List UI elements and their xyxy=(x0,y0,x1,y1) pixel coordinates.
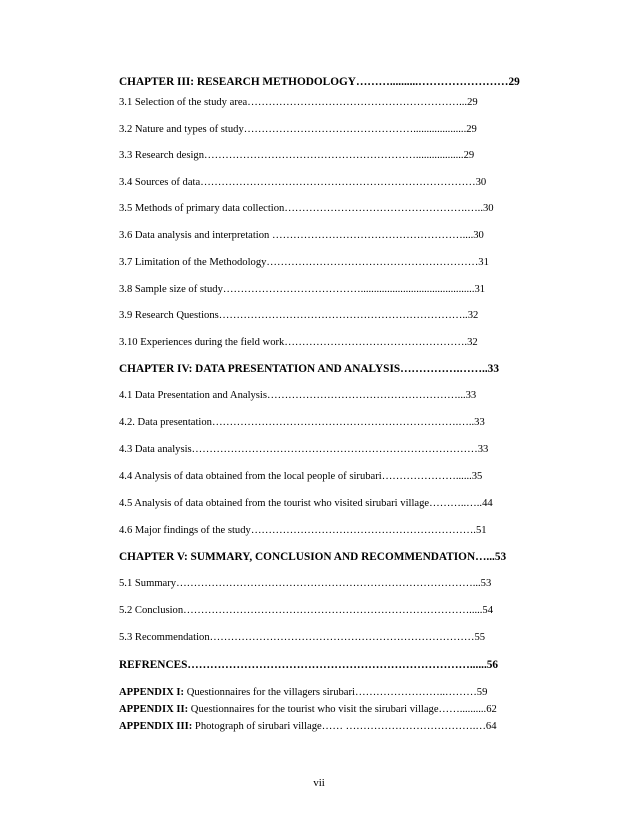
toc-entry-4-4: 4.4 Analysis of data obtained from the local people of sirubari…………………......35 xyxy=(119,471,483,482)
toc-entry-3-7: 3.7 Limitation of the Methodology……………………………………………………31 xyxy=(119,257,489,268)
appendix-3-text: Photograph of sirubari village…… ……………………………….…64 xyxy=(192,721,497,732)
toc-entry-4-6: 4.6 Major findings of the study……………………………………………………….51 xyxy=(119,525,487,536)
appendix-2-label: APPENDIX II: xyxy=(119,704,189,715)
toc-entry-5-3: 5.3 Recommendation…………………………………………………………………55 xyxy=(119,632,486,643)
toc-entry-3-1: 3.1 Selection of the study area……………………………………………………...29 xyxy=(119,97,478,108)
page-number: vii xyxy=(313,777,325,789)
toc-entry-3-2: 3.2 Nature and types of study…………………………………………....................29 xyxy=(119,124,477,135)
toc-entry-4-5: 4.5 Analysis of data obtained from the tourist who visited sirubari village………..…..44 xyxy=(119,498,493,509)
appendix-3-label: APPENDIX III: xyxy=(119,721,193,732)
toc-entry-3-9: 3.9 Research Questions……………………………………………………………..32 xyxy=(119,310,479,321)
toc-entry-4-1: 4.1 Data Presentation and Analysis………………………………………………...33 xyxy=(119,390,477,401)
toc-chapter-3: CHAPTER III: RESEARCH METHODOLOGY………..........……………………29 xyxy=(119,76,520,88)
toc-entry-5-1: 5.1 Summary…………………………………………………………………………...53 xyxy=(119,578,492,589)
toc-entry-3-3: 3.3 Research design……………………………………………………..................29 xyxy=(119,150,475,161)
toc-entry-4-3: 4.3 Data analysis………………………………………………………………………33 xyxy=(119,444,489,455)
toc-appendix-2 xyxy=(119,703,571,716)
toc-appendix-3 xyxy=(119,720,571,733)
appendix-1-text: Questionnaires for the villagers sirubari……………………..………59 xyxy=(184,687,488,698)
toc-entry-3-6: 3.6 Data analysis and interpretation ………………………………………………....30 xyxy=(119,230,484,241)
appendix-2-text: Questionnaires for the tourist who visit the sirubari village……..........62 xyxy=(188,704,497,715)
toc-entry-3-5: 3.5 Methods of primary data collection…………………………………………….…..30 xyxy=(119,203,494,214)
toc-entry-5-2: 5.2 Conclusion……………………………………………………………………….....54 xyxy=(119,605,494,616)
toc-entry-4-2: 4.2. Data presentation…………………………………………………………….…..33 xyxy=(119,417,485,428)
toc-entry-3-10: 3.10 Experiences during the field work…………………………………………….32 xyxy=(119,337,478,348)
appendix-1-label: APPENDIX I: xyxy=(119,687,185,698)
toc-chapter-4: CHAPTER IV: DATA PRESENTATION AND ANALYSIS…………….……..33 xyxy=(119,363,499,375)
toc-entry-3-8: 3.8 Sample size of study…………………………………...........................................31 xyxy=(119,284,486,295)
toc-entry-3-4: 3.4 Sources of data……………………………………………………………………30 xyxy=(119,177,487,188)
toc-chapter-5: CHAPTER V: SUMMARY, CONCLUSION AND RECOMMENDATION…...53 xyxy=(119,551,507,563)
toc-appendix-1 xyxy=(119,686,571,699)
toc-references: REFRENCES…………………………………………………………………......56 xyxy=(119,659,499,671)
